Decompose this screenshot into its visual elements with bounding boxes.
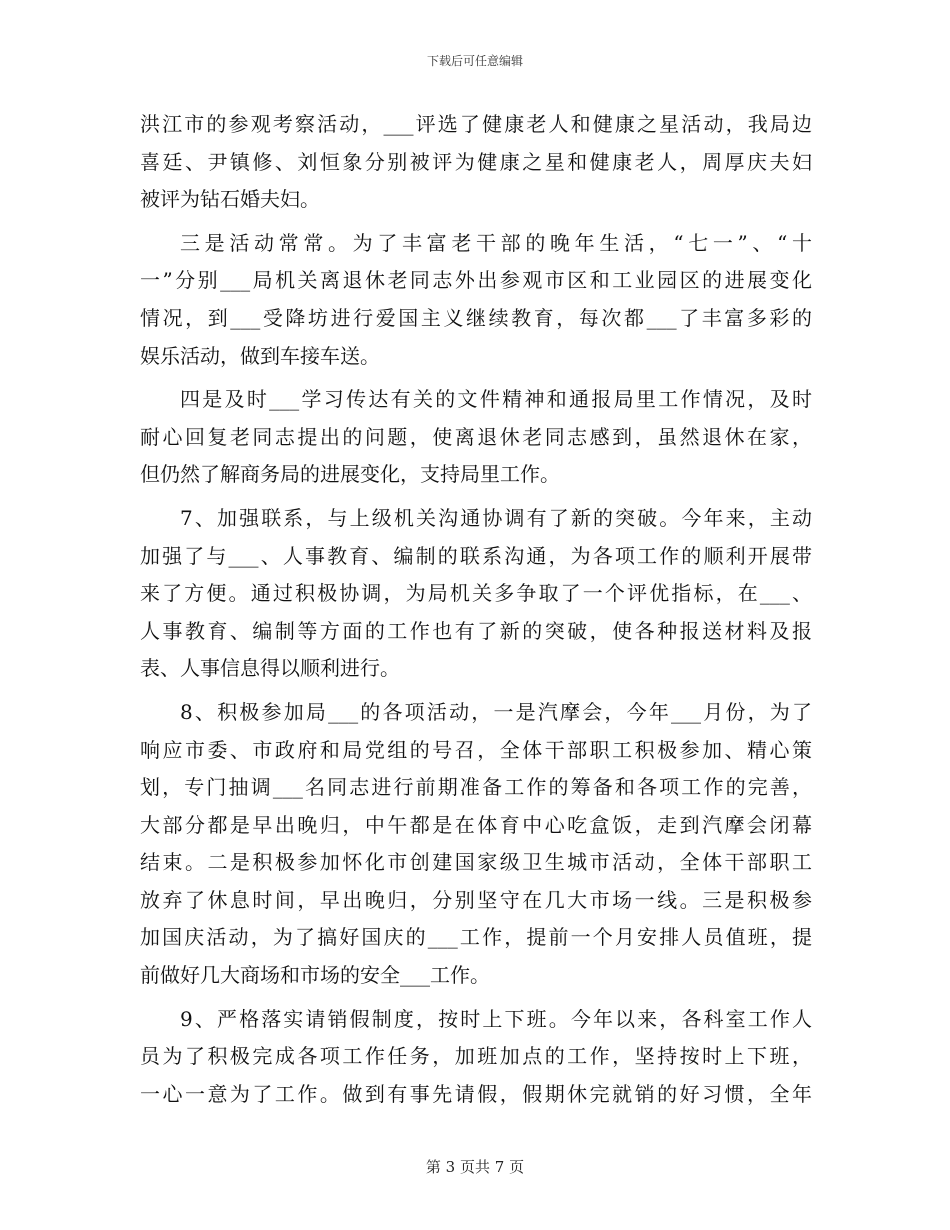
text-line: 娱乐活动，做到车接车送。 (140, 343, 380, 368)
paragraph (140, 381, 812, 494)
text-line: 加国庆活动，为了搞好国庆的___工作，提前一个月安排人员值班，提 (140, 925, 812, 950)
text-line: 四是及时___学习传达有关的文件精神和通报局里工作情况，及时 (180, 387, 812, 412)
text-line: 被评为钻石婚夫妇。 (140, 187, 320, 212)
text-line: 一”分别___局机关离退休老同志外出参观市区和工业园区的进展变化 (140, 268, 812, 293)
paragraph (140, 106, 812, 219)
page-number: 第 3 页共 7 页 (425, 1158, 525, 1176)
paragraph (140, 694, 812, 995)
text-line: 但仍然了解商务局的进展变化，支持局里工作。 (140, 462, 560, 487)
text-line: 放弃了休息时间，早出晚归，分别坚守在几大市场一线。三是积极参 (140, 887, 812, 912)
text-line: 7、加强联系，与上级机关沟通协调有了新的突破。今年来，主动 (180, 505, 812, 530)
text-line: 划，专门抽调___名同志进行前期准备工作的筹备和各项工作的完善， (140, 775, 812, 800)
paragraph (140, 225, 812, 375)
text-line: 人事教育、编制等方面的工作也有了新的突破，使各种报送材料及报 (140, 618, 812, 643)
text-line: 洪江市的参观考察活动，___评选了健康老人和健康之星活动，我局边 (140, 112, 812, 136)
text-line: 喜廷、尹镇修、刘恒象分别被评为健康之星和健康老人，周厚庆夫妇 (140, 149, 812, 174)
text-line: 结束。二是积极参加怀化市创建国家级卫生城市活动，全体干部职工 (140, 850, 812, 875)
text-line: 表、人事信息得以顺利进行。 (140, 656, 400, 681)
text-line: 前做好几大商场和市场的安全___工作。 (140, 963, 490, 988)
text-line: 耐心回复老同志提出的问题，使离退休老同志感到，虽然退休在家， (140, 424, 812, 449)
text-line: 情况，到___受降坊进行爱国主义继续教育，每次都___了丰富多彩的 (140, 305, 812, 330)
text-line: 9、严格落实请销假制度，按时上下班。今年以来，各科室工作人 (180, 1006, 812, 1031)
text-line: 8、积极参加局___的各项活动，一是汽摩会，今年___月份，为了 (180, 699, 812, 724)
paragraph (140, 1001, 812, 1114)
text-line: 加强了与___、人事教育、编制的联系沟通，为各项工作的顺利开展带 (140, 543, 812, 568)
text-line: 一心一意为了工作。做到有事先请假，假期休完就销的好习惯，全年 (140, 1081, 812, 1106)
text-line: 三是活动常常。为了丰富老干部的晚年生活，“七一”、“十 (180, 230, 812, 255)
text-line: 来了方便。通过积极协调，为局机关多争取了一个评优指标，在___、 (140, 581, 812, 606)
document-body (140, 106, 812, 1113)
text-line: 员为了积极完成各项工作任务，加班加点的工作，坚持按时上下班， (140, 1044, 812, 1069)
paragraph (140, 500, 812, 688)
page-header: 下载后可任意编辑 (426, 54, 523, 68)
text-line: 响应市委、市政府和局党组的号召，全体干部职工积极参加、精心策 (140, 737, 812, 762)
text-line: 大部分都是早出晚归，中午都是在体育中心吃盒饭，走到汽摩会闭幕 (140, 812, 812, 837)
